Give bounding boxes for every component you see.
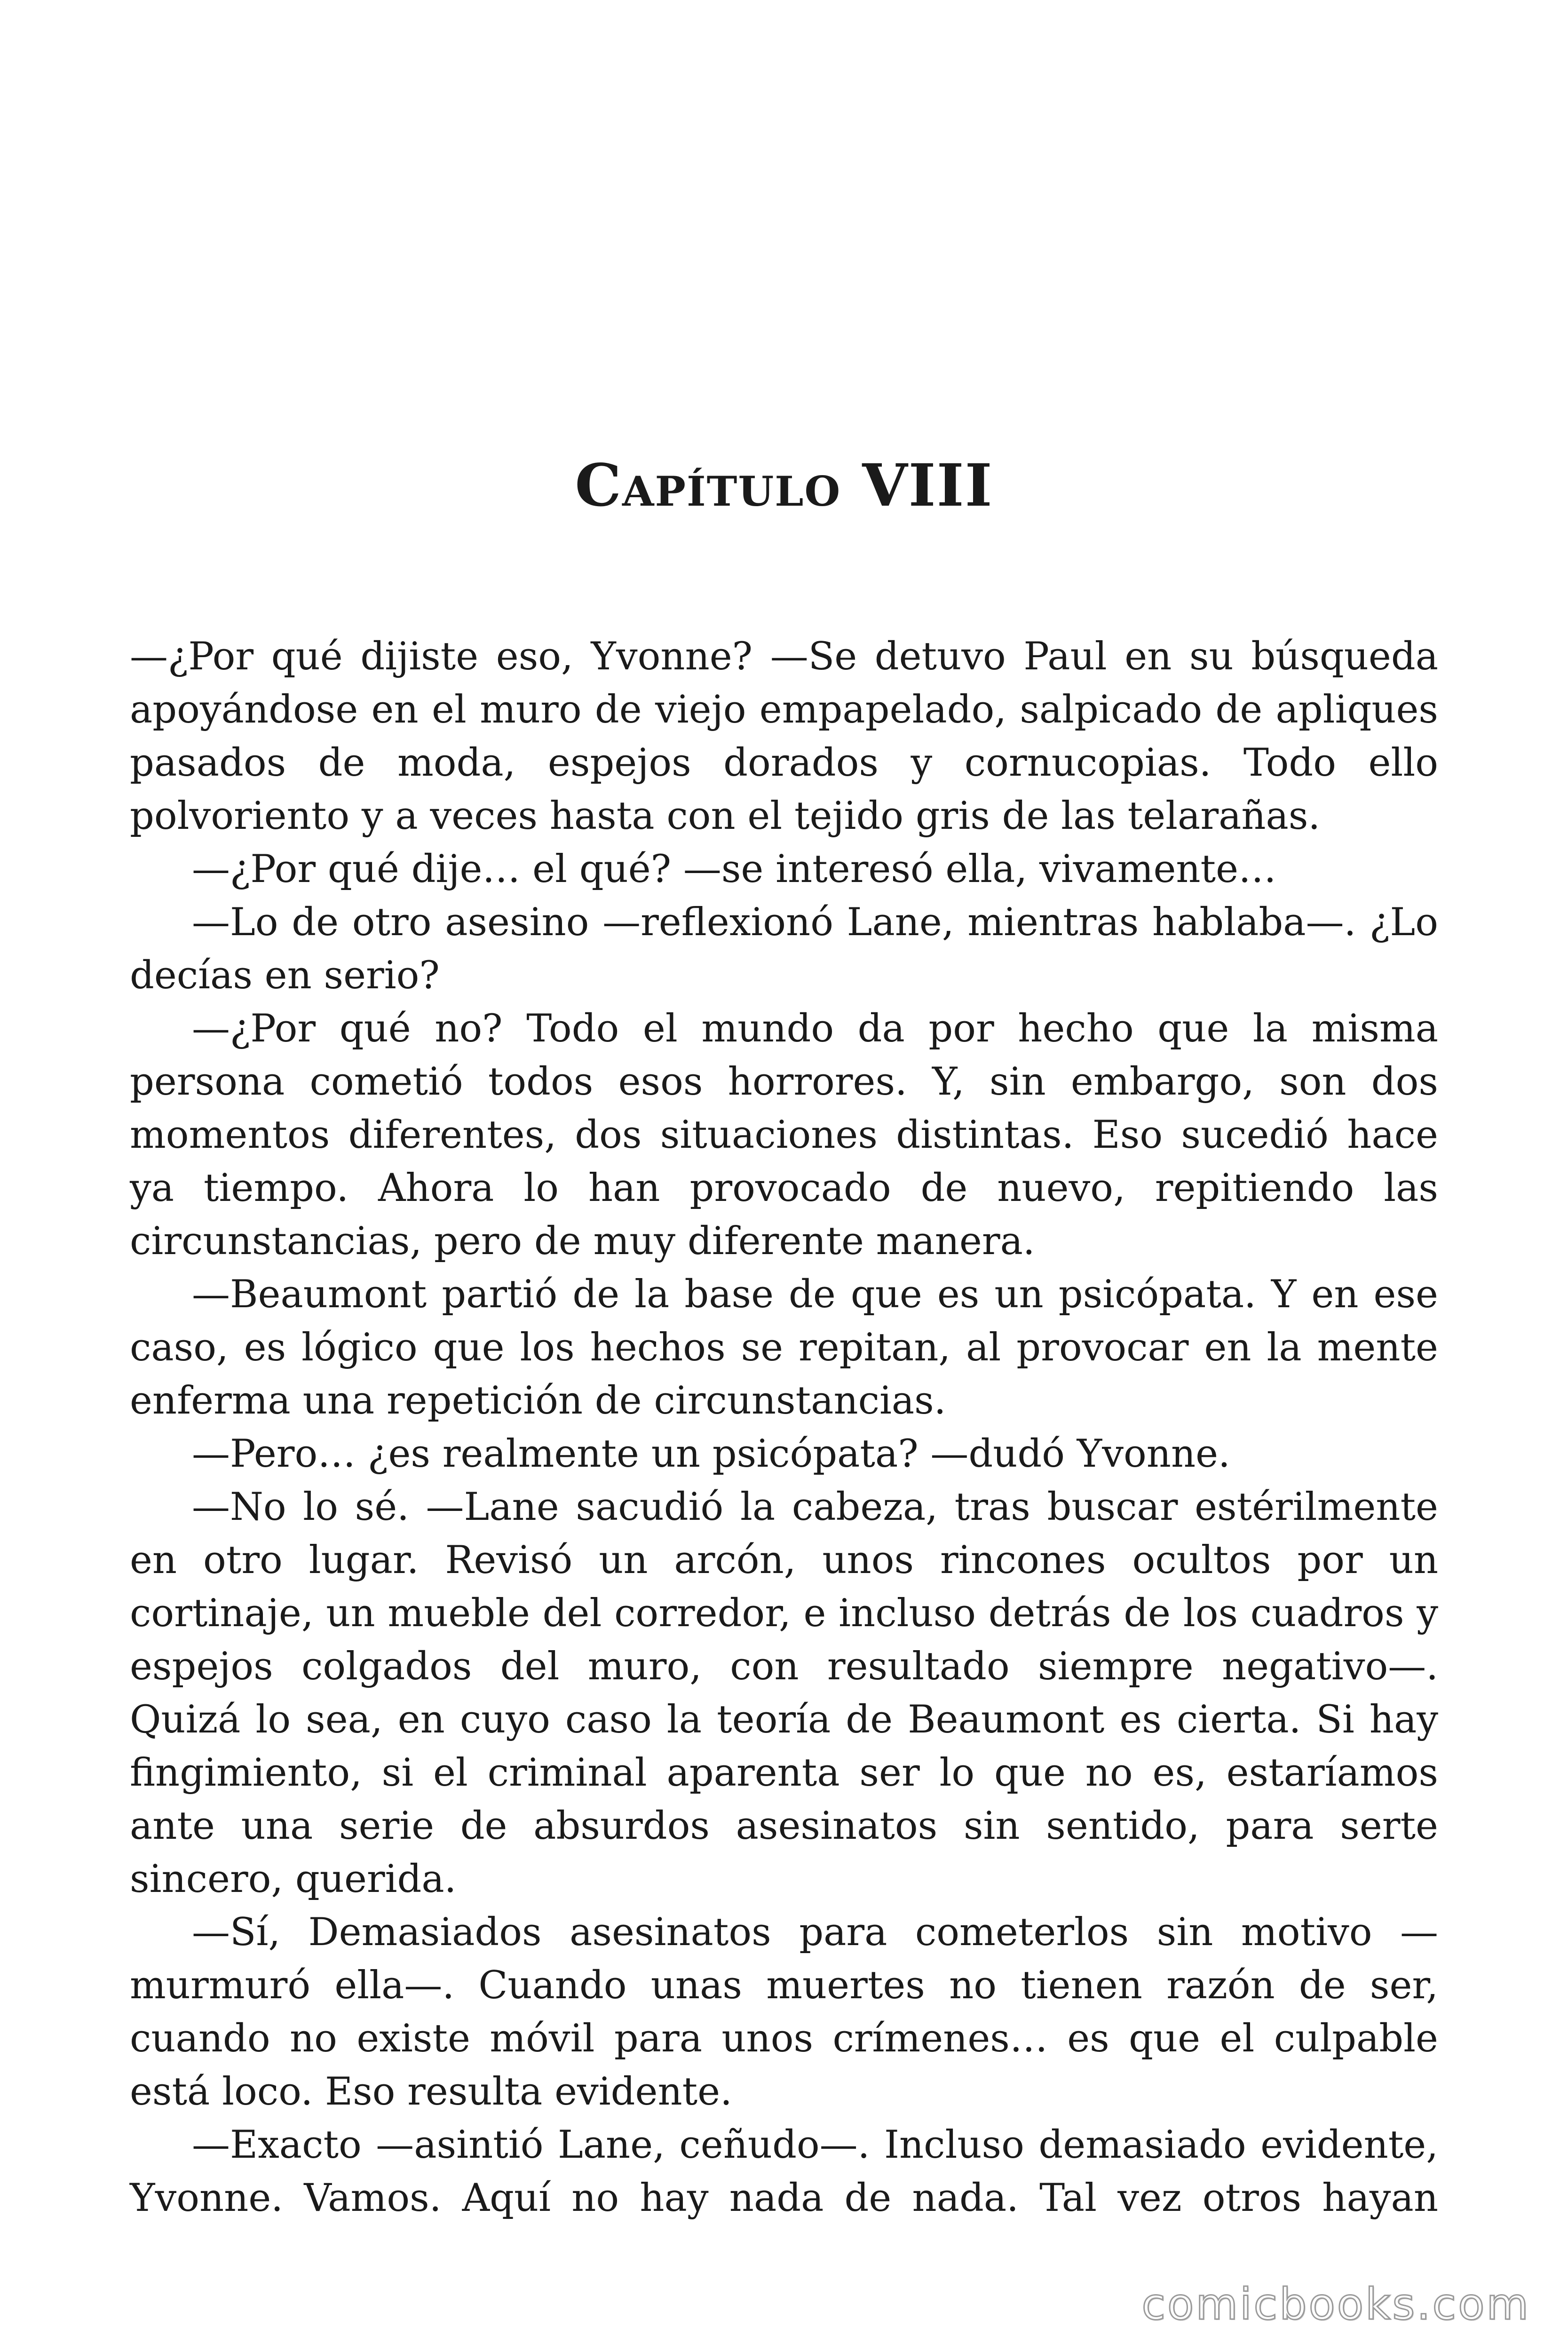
paragraph: —¿Por qué dijiste eso, Yvonne? —Se detuvo Paul en su búsqueda apoyándose en el muro de viejo empapelado, salpicado de apliques pasados de moda, espejos dorados y cornucopias. Todo ello polvoriento y a veces hasta con el tejido gris de las telarañas.: [130, 635, 1438, 838]
paragraph: —No lo sé. —Lane sacudió la cabeza, tras buscar estérilmente en otro lugar. Revisó un arcón, unos rincones ocultos por un cortinaje, un mueble del corredor, e incluso detrás de los cuadros y espejos colgados del muro, con resultado siempre negativo—. Quizá lo sea, en cuyo caso la teoría de Beaumont es cierta. Si hay fingimiento, si el criminal aparenta ser lo que no es, estaríamos ante una serie de absurdos asesinatos sin sentido, para serte sincero, querida.: [130, 1485, 1438, 1901]
paragraph: —Lo de otro asesino —reflexionó Lane, mientras hablaba—. ¿Lo decías en serio?: [130, 900, 1438, 998]
chapter-body: [130, 630, 1438, 2225]
paragraph: —Pero… ¿es realmente un psicópata? —dudó Yvonne.: [192, 1432, 1230, 1476]
paragraph: —¿Por qué no? Todo el mundo da por hecho que la misma persona cometió todos esos horrores. Y, sin embargo, son dos momentos diferentes, dos situaciones distintas. Eso sucedió hace ya tiempo. Ahora lo han provocado de nuevo, repitiendo las circunstancias, pero de muy diferente manera.: [130, 1007, 1438, 1263]
chapter-title: Capítulo VIII: [575, 452, 993, 520]
paragraph: —¿Por qué dije… el qué? —se interesó ella, vivamente…: [192, 847, 1277, 891]
watermark: comicbooks.com: [1141, 2279, 1530, 2329]
paragraph: —Sí, Demasiados asesinatos para cometerlos sin motivo —murmuró ella—. Cuando unas muertes no tienen razón de ser, cuando no existe móvil para unos crímenes… es que el culpable está loco. Eso resulta evidente.: [130, 1910, 1438, 2114]
paragraph: —Beaumont partió de la base de que es un psicópata. Y en ese caso, es lógico que los hechos se repitan, al provocar en la mente enferma una repetición de circunstancias.: [130, 1272, 1438, 1423]
paragraph: —Exacto —asintió Lane, ceñudo—. Incluso demasiado evidente, Yvonne. Vamos. Aquí no hay nada de nada. Tal vez otros hayan: [130, 2123, 1438, 2220]
